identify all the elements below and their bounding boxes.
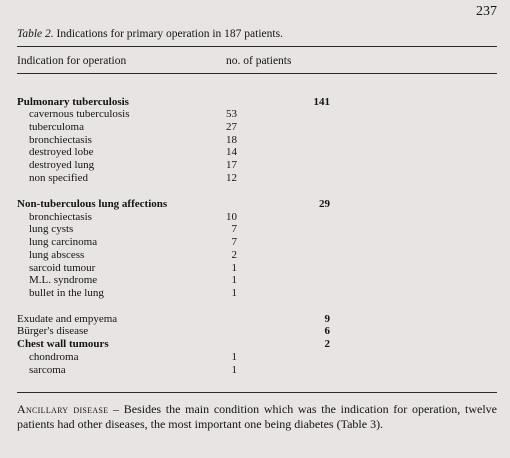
table-row	[0, 338, 510, 351]
row-label: bronchiectasis	[29, 134, 92, 146]
row-patient-count: 27	[226, 121, 237, 133]
row-label: destroyed lung	[29, 159, 95, 171]
row-label: non specified	[29, 172, 88, 184]
row-label: Chest wall tumours	[17, 338, 109, 350]
row-label: Non-tuberculous lung affections	[17, 198, 168, 210]
row-patient-count: 1	[231, 262, 237, 274]
table-row	[0, 146, 510, 159]
caption-label: Table 2.	[17, 28, 54, 40]
row-group-total: 29	[319, 198, 330, 210]
row-patient-count: 1	[231, 274, 237, 286]
ancillary-disease-note	[17, 402, 497, 432]
row-label: lung abscess	[29, 249, 85, 261]
table-row	[0, 364, 510, 377]
table-row	[0, 249, 510, 262]
row-label: cavernous tuberculosis	[29, 108, 130, 120]
column-header-count: no. of patients	[226, 55, 292, 67]
table-row	[0, 351, 510, 364]
column-header-indication: Indication for operation	[17, 55, 127, 67]
row-patient-count: 1	[231, 287, 237, 299]
row-patient-count: 12	[226, 172, 237, 184]
row-label: Exudate and empyema	[17, 313, 118, 325]
row-label: sarcoid tumour	[29, 262, 96, 274]
table-row	[0, 236, 510, 249]
table-caption	[17, 28, 283, 40]
row-patient-count: 53	[226, 108, 237, 120]
table-row	[0, 287, 510, 300]
row-label: chondroma	[29, 351, 79, 363]
table-row	[0, 325, 510, 338]
caption-text: Indications for primary operation in 187 patients.	[53, 28, 283, 40]
table-row	[0, 274, 510, 287]
row-group-total: 6	[324, 325, 330, 337]
row-group-total: 9	[324, 313, 330, 325]
row-patient-count: 7	[231, 223, 237, 235]
row-label: destroyed lobe	[29, 146, 94, 158]
table-header-rule	[17, 73, 497, 74]
row-patient-count: 7	[231, 236, 237, 248]
row-label: tuberculoma	[29, 121, 84, 133]
row-patient-count: 1	[231, 364, 237, 376]
table-row	[0, 159, 510, 172]
table-row	[0, 121, 510, 134]
table-top-rule	[17, 46, 497, 47]
row-patient-count: 1	[231, 351, 237, 363]
note-text: – Besides the main condition which was the indication for operation, twelve patients had other diseases, the most important one being diabetes (Table 3).	[17, 402, 497, 431]
row-patient-count: 14	[226, 146, 237, 158]
row-label: lung cysts	[29, 223, 74, 235]
row-patient-count: 10	[226, 211, 237, 223]
row-group-total: 141	[313, 96, 330, 108]
page-number: 237	[476, 4, 497, 19]
row-label: sarcoma	[29, 364, 66, 376]
row-label: Pulmonary tuberculosis	[17, 96, 129, 108]
row-group-total: 2	[324, 338, 330, 350]
table-row	[0, 172, 510, 185]
table-bottom-rule	[17, 392, 497, 393]
table-row	[0, 108, 510, 121]
table-row	[0, 223, 510, 236]
note-heading: Ancillary disease	[17, 402, 109, 416]
row-label: bullet in the lung	[29, 287, 104, 299]
row-label: lung carcinoma	[29, 236, 98, 248]
row-patient-count: 18	[226, 134, 237, 146]
row-patient-count: 2	[231, 249, 237, 261]
row-label: M.L. syndrome	[29, 274, 98, 286]
row-label: Bürger's disease	[17, 325, 89, 337]
row-patient-count: 17	[226, 159, 237, 171]
row-label: bronchiectasis	[29, 211, 92, 223]
table-row	[0, 198, 510, 211]
